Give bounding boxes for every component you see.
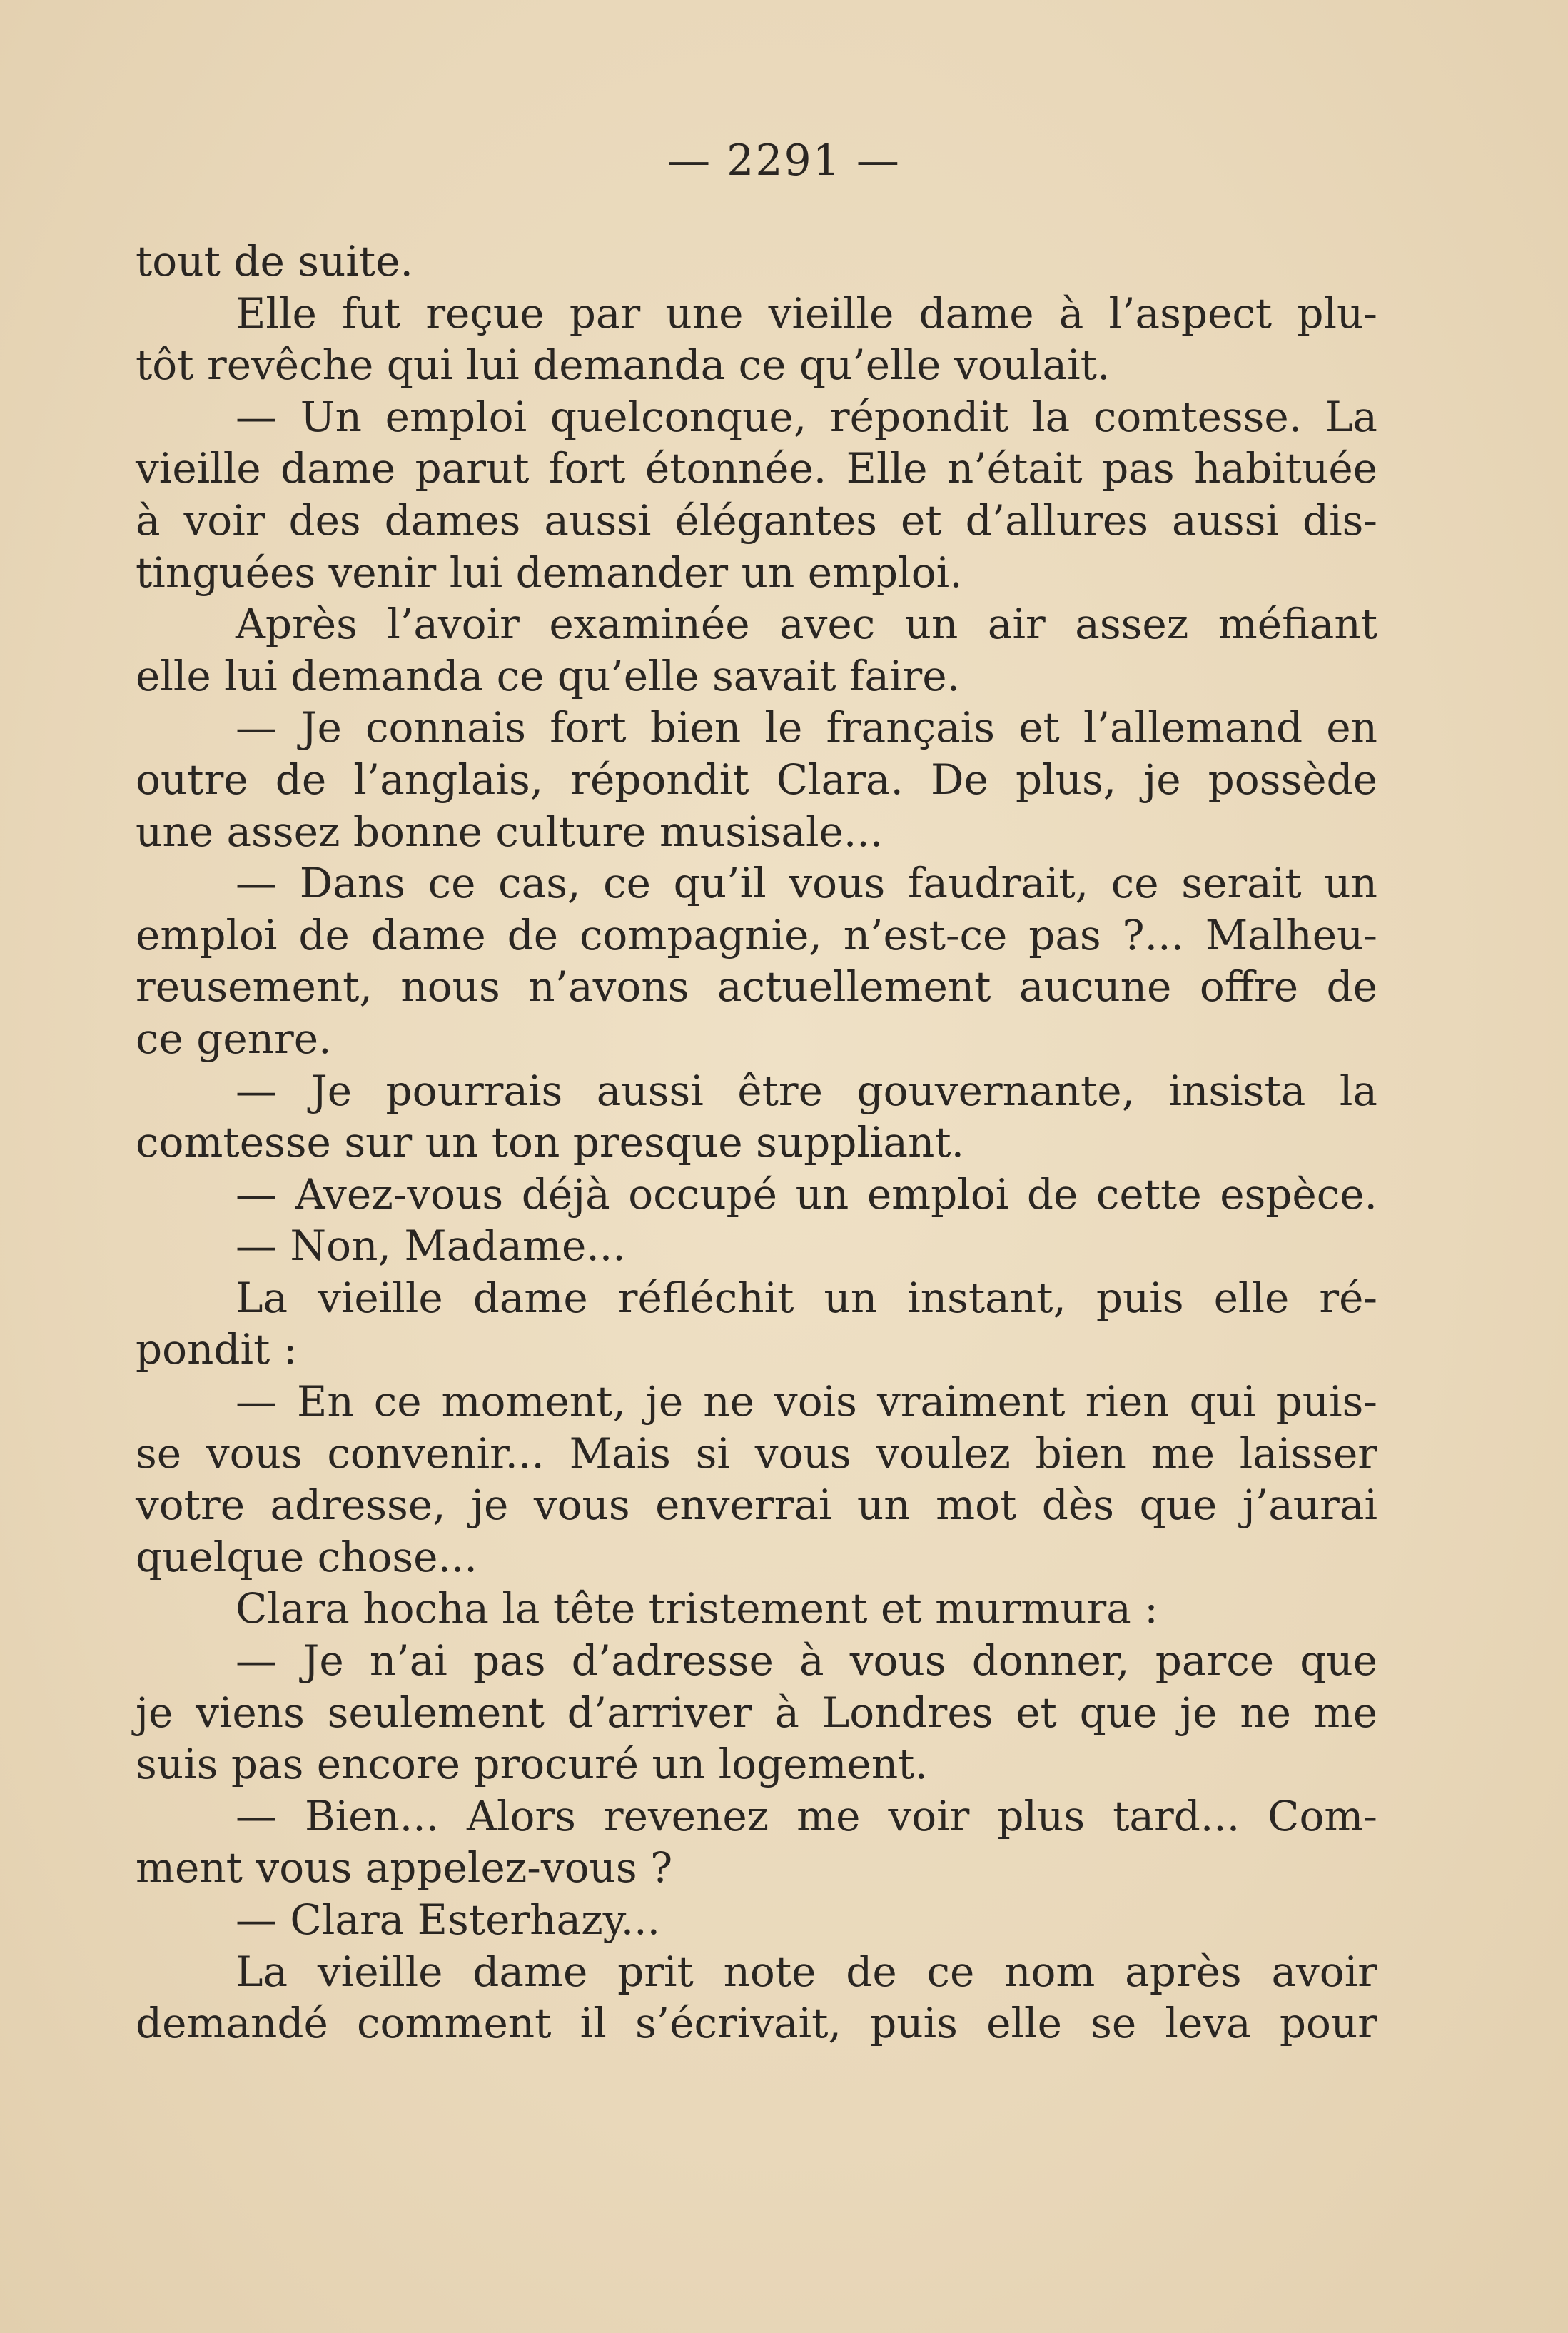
text-line: demandé comment il s’écrivait, puis elle se leva pour: [136, 1999, 1377, 2048]
text-line: — En ce moment, je ne vois vraiment rien qui puis-: [236, 1377, 1377, 1426]
text-line: Elle fut reçue par une vieille dame à l’aspect plu-: [236, 288, 1377, 338]
text-line: — Je n’ai pas d’adresse à vous donner, parce que: [236, 1636, 1377, 1685]
body-text: [136, 236, 1377, 2050]
text-line: je viens seulement d’arriver à Londres et que je ne me: [136, 1688, 1377, 1737]
text-line: — Clara Esterhazy...: [236, 1895, 661, 1944]
text-line: — Bien... Alors revenez me voir plus tard... Com-: [236, 1791, 1377, 1840]
page-number-header: — 2291 —: [667, 136, 901, 186]
text-line: Après l’avoir examinée avec un air assez méfiant: [236, 600, 1377, 649]
text-line: se vous convenir... Mais si vous voulez bien me laisser: [136, 1428, 1377, 1478]
text-line: tout de suite.: [136, 237, 413, 286]
text-line: vieille dame parut fort étonnée. Elle n’était pas habituée: [136, 444, 1377, 493]
text-line: — Je connais fort bien le français et l’allemand en: [236, 703, 1377, 752]
text-line: — Non, Madame...: [236, 1221, 626, 1271]
text-line: La vieille dame prit note de ce nom après avoir: [236, 1947, 1377, 1996]
text-line: reusement, nous n’avons actuellement aucune offre de: [136, 962, 1377, 1012]
text-line: — Dans ce cas, ce qu’il vous faudrait, ce serait un: [236, 859, 1377, 908]
text-line: ce genre.: [136, 1014, 332, 1063]
text-line: — Un emploi quelconque, répondit la comtesse. La: [236, 392, 1377, 441]
text-line: une assez bonne culture musisale...: [136, 807, 884, 856]
text-line: — Avez-vous déjà occupé un emploi de cette espèce.: [236, 1169, 1377, 1219]
text-line: emploi de dame de compagnie, n’est-ce pas ?... Malheu-: [136, 910, 1377, 959]
text-line: pondit :: [136, 1325, 298, 1374]
text-line: elle lui demanda ce qu’elle savait faire.: [136, 651, 961, 700]
text-line: à voir des dames aussi élégantes et d’allures aussi dis-: [136, 495, 1377, 545]
text-line: — Je pourrais aussi être gouvernante, insista la: [236, 1066, 1377, 1115]
text-line: suis pas encore procuré un logement.: [136, 1740, 928, 1789]
text-line: outre de l’anglais, répondit Clara. De plus, je possède: [136, 755, 1377, 804]
text-line: comtesse sur un ton presque suppliant.: [136, 1118, 965, 1167]
text-line: tinguées venir lui demander un emploi.: [136, 548, 963, 597]
text-line: La vieille dame réfléchit un instant, puis elle ré-: [236, 1273, 1377, 1322]
text-line: quelque chose...: [136, 1532, 477, 1581]
text-line: ment vous appelez-vous ?: [136, 1843, 673, 1893]
text-line: votre adresse, je vous enverrai un mot dès que j’aurai: [136, 1481, 1377, 1530]
text-line: tôt revêche qui lui demanda ce qu’elle voulait.: [136, 341, 1111, 390]
text-line: Clara hocha la tête tristement et murmura :: [236, 1584, 1158, 1633]
